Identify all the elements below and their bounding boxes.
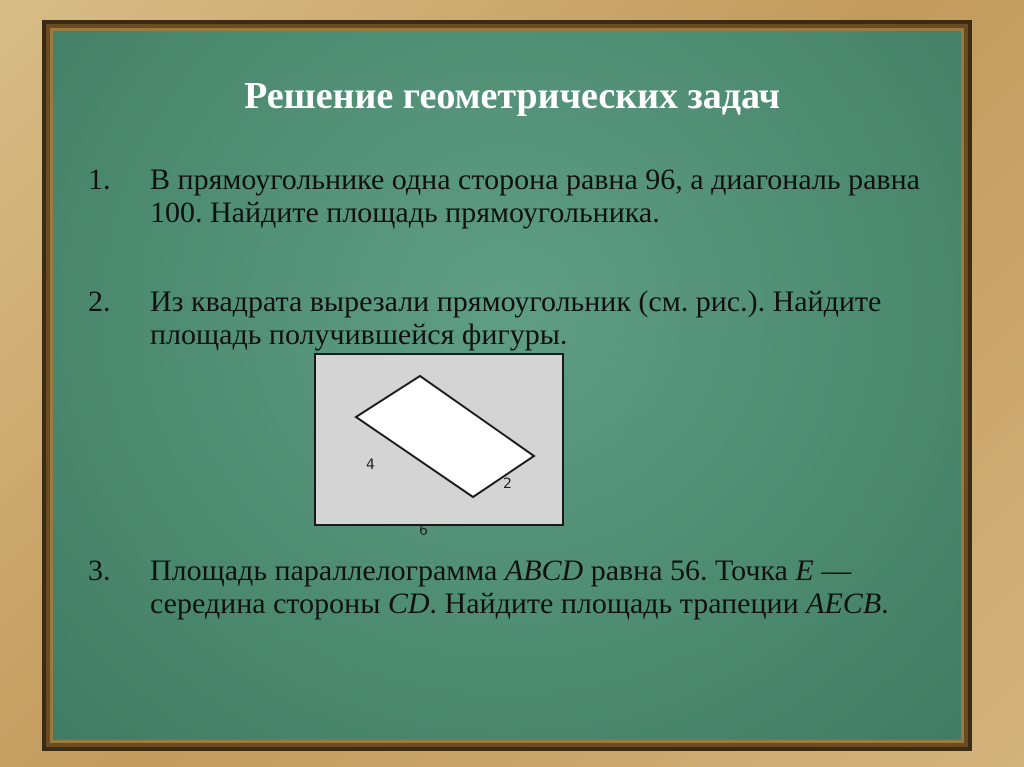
problem-2-number: 2. [88,285,111,318]
problem-3-text-part: . [881,587,889,620]
problem-1-number: 1. [88,163,111,196]
problem-3-point-label: ABCD [504,554,584,587]
slide-title: Решение геометрических задач [244,75,780,117]
problem-2-text: Из квадрата вырезали прямоугольник (см. рис.). Найдите площадь получившейся фигуры. [150,285,882,351]
figure-label-side-4: 4 [366,457,375,473]
problem-3-number: 3. [88,554,111,587]
problem-3-text-part: равна 56. Точка [583,554,796,587]
figure-label-side-2: 2 [503,476,512,492]
square-figure [314,353,564,526]
problem-3-point-label: CD [387,587,430,620]
problem-3-text-part: Площадь параллелограмма [150,554,505,587]
problem-3-text [150,554,920,620]
problem-3-point-label: E [795,554,814,587]
figure-label-side-6: 6 [419,523,428,539]
problem-3-point-label: AECB [806,587,882,620]
cut-rectangle-diagram [316,355,562,524]
problem-3-text-part: . Найдите площадь трапеции [429,587,807,620]
problem-3-text-part: — середина стороны [150,554,852,620]
problem-1-text: В прямоугольнике одна сторона равна 96, а диагональ равна 100. Найдите площадь прямоугольника. [150,163,920,229]
